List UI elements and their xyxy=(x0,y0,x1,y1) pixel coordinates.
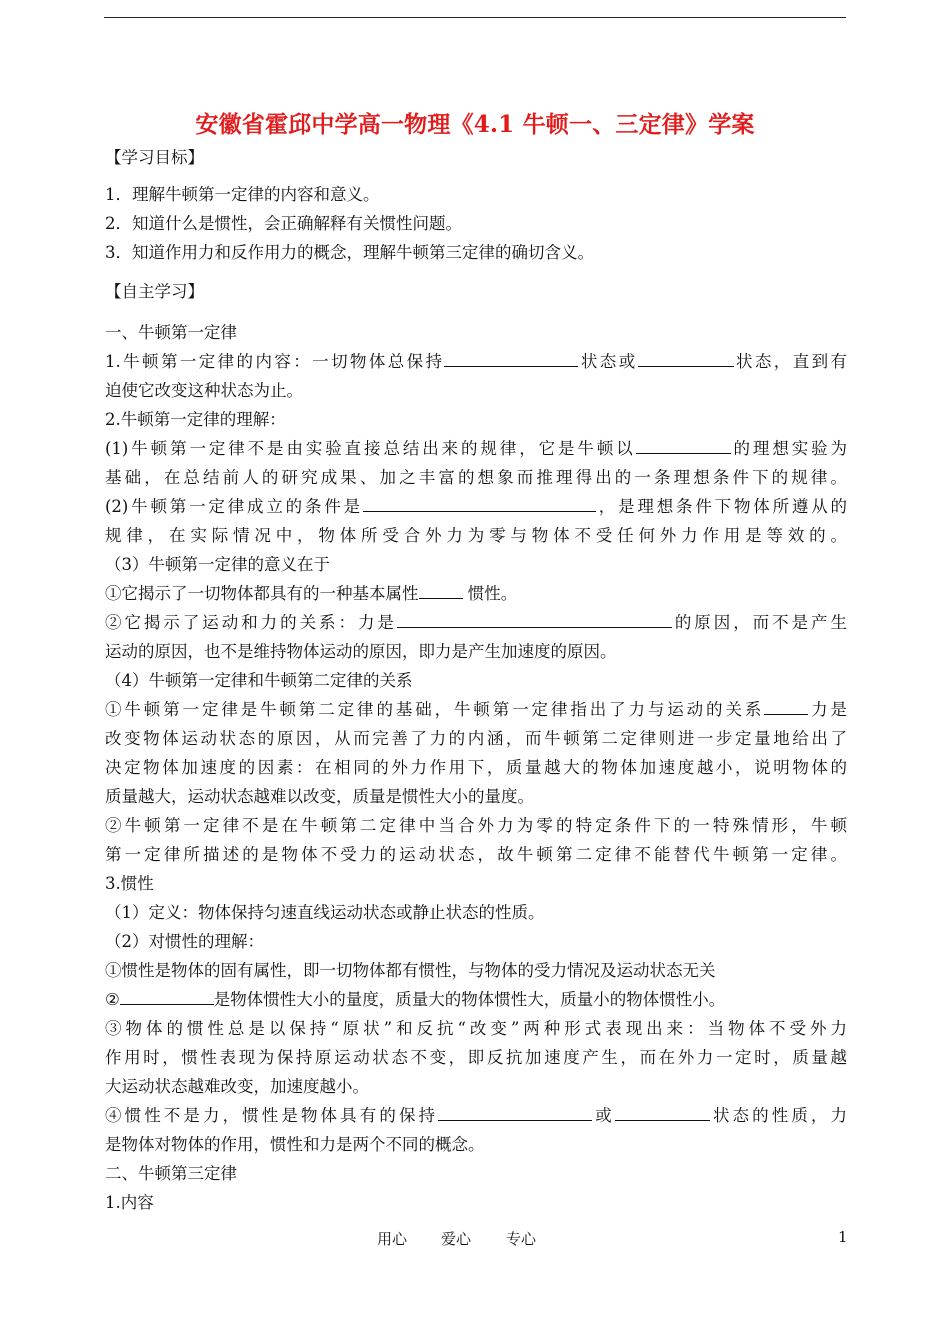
para-content-line: 1.牛顿第一定律的内容：一切物体总保持 状态或 状态，直到有 xyxy=(105,352,848,371)
para-line: 作用时，惯性表现为保持原运动状态不变，即反抗加速度产生，而在外力一定时，质量越 xyxy=(105,1048,847,1067)
fill-blank[interactable] xyxy=(764,699,808,715)
para-line: 基础，在总结前人的研究成果、加之丰富的想象而推理得出的一条理想条件下的规律。 xyxy=(105,468,847,487)
para-line: 3.惯性 xyxy=(105,874,154,893)
footer-text: 用心 xyxy=(377,1230,408,1248)
para-line: （1）定义：物体保持匀速直线运动状态或静止状态的性质。 xyxy=(105,903,545,922)
para-line: （4）牛顿第一定律和牛顿第二定律的关系 xyxy=(105,671,413,690)
fill-blank[interactable] xyxy=(397,612,672,628)
para-line: ①牛顿第一定律是牛顿第二定律的基础，牛顿第一定律指出了力与运动的关系 力是 xyxy=(105,700,848,719)
para-line: ①惯性是物体的固有属性，即一切物体都有惯性，与物体的受力情况及运动状态无关 xyxy=(105,961,716,980)
section-heading-goals: 【学习目标】 xyxy=(105,148,204,167)
goal-1: 1．理解牛顿第一定律的内容和意义。 xyxy=(105,185,380,204)
fill-blank[interactable] xyxy=(120,989,214,1005)
header-rule xyxy=(104,17,846,18)
para-line: ①它揭示了一切物体都具有的一种基本属性 惯性。 xyxy=(105,584,518,603)
para-line: 2.牛顿第一定律的理解： xyxy=(105,410,286,429)
para-line: (2)牛顿第一定律成立的条件是 ，是理想条件下物体所遵从的 xyxy=(105,497,847,516)
fill-blank[interactable] xyxy=(638,351,734,367)
para-line: ④惯性不是力，惯性是物体具有的保持 或 状态的性质，力 xyxy=(105,1106,848,1125)
fill-blank[interactable] xyxy=(615,1105,710,1121)
goal-2: 2．知道什么是惯性，会正确解释有关惯性问题。 xyxy=(105,214,462,233)
para-line: 第一定律所描述的是物体不受力的运动状态，故牛顿第二定律不能替代牛顿第一定律。 xyxy=(105,845,847,864)
heading-third-law: 二、牛顿第三定律 xyxy=(105,1164,237,1183)
para-line: 大运动状态越难改变，加速度越小。 xyxy=(105,1077,369,1096)
fill-blank[interactable] xyxy=(438,1105,592,1121)
para-line: 质量越大，运动状态越难以改变，质量是惯性大小的量度。 xyxy=(105,787,534,806)
footer-text: 专心 xyxy=(506,1230,537,1248)
para-line: （2）对惯性的理解： xyxy=(105,932,264,951)
fill-blank[interactable] xyxy=(444,351,578,367)
page-number: 1 xyxy=(838,1228,848,1246)
fill-blank[interactable] xyxy=(363,496,596,512)
footer-text: 爱心 xyxy=(441,1230,472,1248)
para-line: ②牛顿第一定律不是在牛顿第二定律中当合外力为零的特定条件下的一特殊情形，牛顿 xyxy=(105,816,847,835)
para-line: 是物体对物体的作用，惯性和力是两个不同的概念。 xyxy=(105,1135,485,1154)
fill-blank[interactable] xyxy=(636,438,731,454)
para-line: 运动的原因，也不是维持物体运动的原因，即力是产生加速度的原因。 xyxy=(105,642,617,661)
goal-3: 3．知道作用力和反作用力的概念，理解牛顿第三定律的确切含义。 xyxy=(105,243,594,262)
para-line: 迫使它改变这种状态为止。 xyxy=(105,381,303,400)
fill-blank[interactable] xyxy=(419,583,463,599)
para-line: 规律，在实际情况中，物体所受合外力为零与物体不受任何外力作用是等效的。 xyxy=(105,526,847,545)
document-title: 安徽省霍邱中学高一物理《4.1 牛顿一、三定律》学案 xyxy=(195,111,755,138)
para-line: 改变物体运动状态的原因，从而完善了力的内涵，而牛顿第二定律则进一步定量地给出了 xyxy=(105,729,847,748)
heading-first-law: 一、牛顿第一定律 xyxy=(105,323,237,342)
section-heading-self-study: 【自主学习】 xyxy=(105,282,204,301)
para-line: 决定物体加速度的因素：在相同的外力作用下，质量越大的物体加速度越小，说明物体的 xyxy=(105,758,847,777)
para-line: （3）牛顿第一定律的意义在于 xyxy=(105,555,330,574)
para-line: (1)牛顿第一定律不是由实验直接总结出来的规律，它是牛顿以 的理想实验为 xyxy=(105,439,848,458)
para-line: ② 是物体惯性大小的量度，质量大的物体惯性大，质量小的物体惯性小。 xyxy=(105,990,726,1009)
para-line: 1.内容 xyxy=(105,1193,154,1212)
para-line: ③物体的惯性总是以保持“原状”和反抗“改变”两种形式表现出来：当物体不受外力 xyxy=(105,1019,847,1038)
para-line: ②它揭示了运动和力的关系：力是 的原因，而不是产生 xyxy=(105,613,848,632)
